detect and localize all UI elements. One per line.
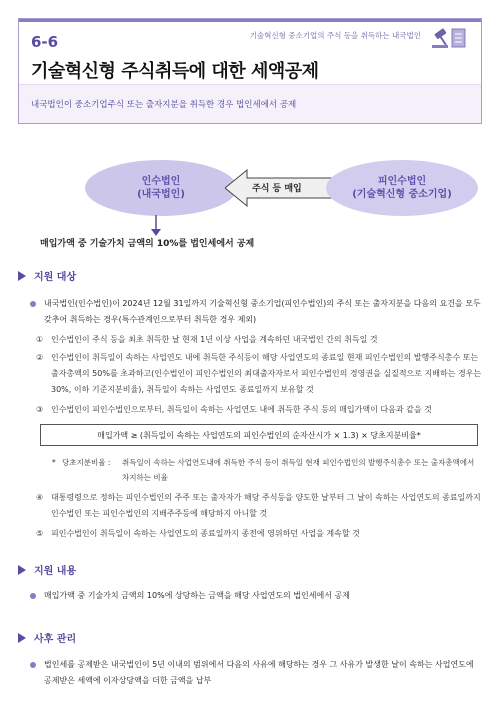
item-text: 인수법인이 취득일이 속하는 사업연도 내에 취득한 주식등이 해당 사업연도의 종료일 현재 피인수법인의 발행주식총수 또는 출자총액의 50%를 초과하고(인수법인이 피인수법인의 최대출자자로서 피인수법인의 경영권을 실질적으로 지배하는 경우는 30%, 이하 기준지분비율), 취득일이 속하는 사업연도 종료일까지 보유할 것: [51, 353, 482, 394]
list-item: [36, 490, 482, 522]
acquisition-diagram: [0, 160, 501, 240]
diagram-result: 매입가액 중 기술가치 금액의 10%를 법인세에서 공제: [40, 239, 255, 249]
item-number: ④: [36, 493, 44, 502]
item-number: ①: [36, 335, 44, 344]
section-number: 6-6: [31, 33, 59, 51]
target-ellipse: [326, 160, 478, 216]
arrow-label: 주식 등 매입: [252, 184, 302, 194]
bullet-text: 법인세를 공제받은 내국법인이 5년 이내의 범위에서 다음의 사유에 해당하는 경우 그 사유가 발생한 날이 속하는 사업연도에 공제받은 세액에 이자상당액을 더한 금액을 납부: [44, 660, 474, 685]
section-label: 기술혁신형 중소기업의 주식 등을 취득하는 내국법인: [249, 31, 421, 40]
bullet-dot-icon: [30, 301, 36, 307]
triangle-icon: [18, 633, 26, 643]
list-item: [36, 402, 482, 418]
target-label: 피인수법인: [377, 175, 427, 187]
section-heading-content: [18, 562, 76, 577]
bullet-text: 내국법인(인수법인)이 2024년 12월 31일까지 기술혁신형 중소기업(피인수법인)의 주식 또는 출자지분을 다음의 요건을 모두 갖추어 취득하는 경우(특수관계인으로부터 취득한 경우 제외): [44, 299, 481, 324]
item-text: 인수법인이 주식 등을 최초 취득한 날 현재 1년 이상 사업을 계속하던 내국법인 간의 취득일 것: [51, 335, 378, 344]
section-heading-target: [18, 268, 76, 283]
triangle-icon: [18, 271, 26, 281]
page-subtitle: 내국법인이 중소기업주식 또는 출자지분을 취득한 경우 법인세에서 공제: [31, 100, 297, 110]
item-number: ②: [36, 353, 44, 362]
item-text: 인수법인이 피인수법인으로부터, 취득일이 속하는 사업연도 내에 취득한 주식 등의 매입가액이 다음과 같을 것: [51, 405, 432, 414]
item-number: ⑤: [36, 529, 44, 538]
page-title: 기술혁신형 주식취득에 대한 세액공제: [31, 61, 319, 82]
gavel-document-icon: [431, 25, 467, 49]
bullet-text: 매입가액 중 기술가치 금액의 10%에 상당하는 금액을 해당 사업연도의 법인세에서 공제: [44, 591, 350, 600]
section-heading-post: [18, 630, 76, 645]
footnote-text: 취득일이 속하는 사업연도내에 취득한 주식 등이 취득일 현재 피인수법인의 발행주식총수 또는 출자총액에서 차지하는 비율: [122, 458, 475, 482]
footnote-label: 당초지분비율 :: [62, 458, 111, 467]
header-accent-bar: [19, 19, 481, 22]
heading-text: 지원 대상: [34, 272, 77, 283]
footnote-mark: *: [52, 458, 56, 467]
bullet-dot-icon: [30, 662, 36, 668]
down-arrow-icon: [150, 215, 162, 237]
footnote: [52, 455, 482, 485]
heading-text: 사후 관리: [34, 634, 77, 645]
item-text: 대통령령으로 정하는 피인수법인의 주주 또는 출자자가 해당 주식등을 양도한 날부터 그 날이 속하는 사업연도의 종료일까지 인수법인 또는 피인수법인의 지배주주등에 해당하지 아니할 것: [51, 493, 481, 518]
header-subtitle-band: [19, 84, 481, 123]
acquirer-label: 인수법인: [141, 175, 181, 187]
heading-text: 지원 내용: [34, 566, 77, 577]
bullet-dot-icon: [30, 593, 36, 599]
acquirer-ellipse: [85, 160, 237, 216]
triangle-icon: [18, 565, 26, 575]
list-item: [30, 588, 482, 604]
list-item: [30, 296, 482, 328]
list-item: [30, 657, 482, 689]
list-item: [36, 526, 482, 542]
header-box: [18, 18, 482, 124]
target-sublabel: (기술혁신형 중소기업): [352, 189, 452, 200]
list-item: [36, 350, 482, 398]
item-number: ③: [36, 405, 44, 414]
acquirer-sublabel: (내국법인): [137, 189, 185, 200]
item-text: 피인수법인이 취득일이 속하는 사업연도의 종료일까지 종전에 영위하던 사업을 계속할 것: [51, 529, 360, 538]
list-item: [36, 332, 482, 348]
formula-box: 매입가액 ≥ (취득일이 속하는 사업연도의 피인수법인의 순자산시가 × 1.3) × 당초지분비율*: [40, 424, 478, 446]
